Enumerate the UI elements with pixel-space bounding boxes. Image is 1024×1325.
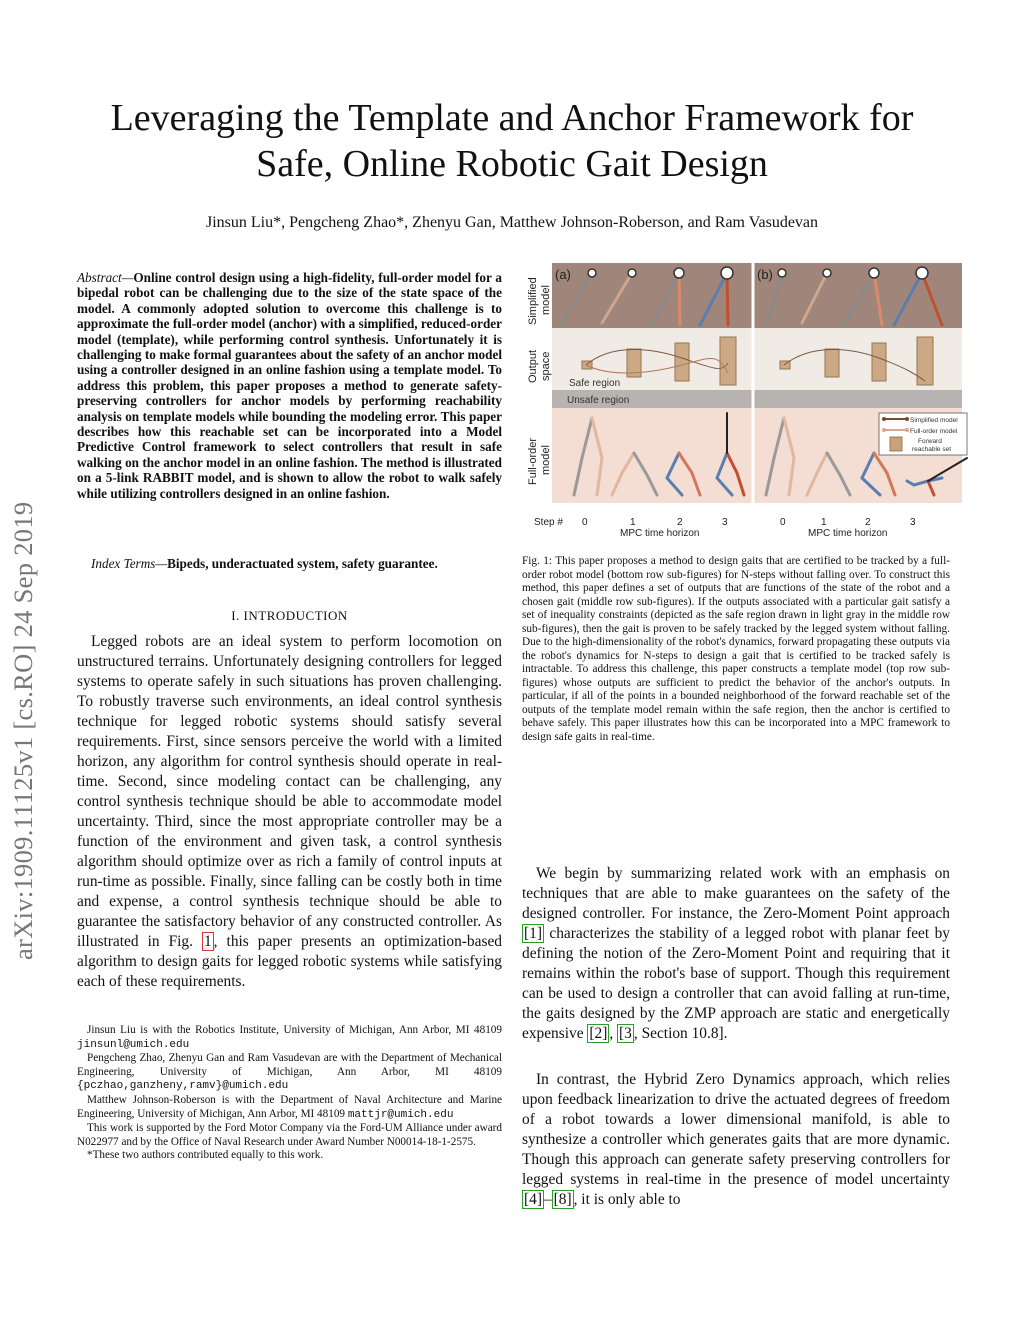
- title-line-2: Safe, Online Robotic Gait Design: [256, 143, 768, 185]
- email-liu: jinsunl@umich.edu: [77, 1038, 190, 1051]
- r1-text-c: , Section 10.8].: [633, 1025, 728, 1042]
- hip-joint: [916, 267, 928, 279]
- intro-text-b: , this paper presents an optimization-based algorithm to design gaits for legged robotic systems while satisfying each of these requirements.: [77, 933, 502, 990]
- footnote-zhao: [77, 1052, 502, 1094]
- hip-joint: [674, 268, 684, 278]
- abstract-lead: Abstract—: [77, 270, 134, 285]
- hip-joint: [778, 269, 786, 277]
- tick-3-a: 3: [722, 517, 728, 528]
- tick-2-b: 2: [865, 517, 871, 528]
- intro-text-a: Legged robots are an ideal system to perform locomotion on unstructured terrains. Unfortunately designing controllers for legged systems to operate safely in such situations has proven challenging. To robustly traverse such environments, an ideal control synthesis technique for legged robotic systems should satisfy several requirements. First, since sensors perceive the world with a limited horizon, any algorithm for control synthesis should operate in real-time. Second, since modeling contact can be challenging, any control synthesis technique should be able to accommodate model uncertainty. Third, since the most appropriate controller may be a function of the environment and given task, a control synthesis algorithm should optimize over as rich a family of control inputs at run-time as possible. Finally, since falling can be costly both in time and expense, a control synthesis technique should be able to guarantee the satisfactory behavior of any constructed controller. As illustrated in Fig.: [77, 633, 502, 950]
- footnotes: [77, 1024, 502, 1163]
- index-terms: [77, 556, 502, 571]
- legend-simplified: Simplified model: [910, 417, 958, 424]
- footnote-jr-text: Matthew Johnson-Roberson is with the Department of Naval Architecture and Marine Engineering, University of Michigan, Ann Arbor, MI 48109: [77, 1093, 502, 1120]
- row-label-space: space: [540, 351, 552, 381]
- index-terms-body: Bipeds, underactuated system, safety guarantee.: [167, 556, 438, 571]
- hip-joint: [869, 268, 879, 278]
- tick-0-b: 0: [780, 517, 786, 528]
- author-list: Jinsun Liu*, Pengcheng Zhao*, Zhenyu Gan, Matthew Johnson-Roberson, and Ram Vasudevan: [205, 214, 819, 231]
- citation-link[interactable]: [8]: [553, 1191, 572, 1208]
- citation-link[interactable]: [3: [619, 1025, 632, 1042]
- abstract: [77, 270, 502, 501]
- section-heading-introduction: I. INTRODUCTION: [231, 608, 348, 623]
- figure-reference-link[interactable]: 1: [203, 933, 212, 950]
- footnote-funding: This work is supported by the Ford Motor Company via the Ford-UM Alliance under award N022977 and by the Office of Naval Research under Award Number N00014-18-1-2575.: [77, 1122, 502, 1148]
- tick-3-b: 3: [910, 517, 916, 528]
- abstract-body: Online control design using a high-fidelity, full-order model for a bipedal robot can be challenging due to the size of the state space of the model. A commonly adopted solution to overcome this challenge is to approximate the full-order model (anchor) with a simplified, reduced-order model (template), while performing control synthesis. Unfortunately it is challenging to make formal guarantees about the safety of an anchor model using a controller designed in an online fashion using a template model. To address this problem, this paper proposes a method to generate safety-preserving controllers for anchor models by performing reachability analysis on template models while bounding the modeling error. This paper describes how this reachable set can be incorporated into a Model Predictive Control framework to select controllers that result in safe walking on the anchor model in an online fashion. The method is illustrated on a 5-link RABBIT model, and is shown to allow the robot to walk safely while utilizing controllers designed in an online fashion.: [77, 270, 502, 501]
- step-axis-label: Step #: [534, 517, 563, 528]
- figure-1: [522, 263, 972, 543]
- row-label-model-2: model: [540, 445, 552, 475]
- figure-1-caption: Fig. 1: This paper proposes a method to design gaits that are certified to be tracked by a full-order robot model (bottom row sub-figures) for N-steps without falling over. To construct this method, this paper defines a set of outputs that are functions of the state of the robot and a chosen gait (middle row sub-figures). If the outputs associated with a particular gait satisfy a set of inequality constraints (depicted as the safe region drawn in light gray in the middle row sub-figures), then the gait is proven to be safely tracked by the legged system without falling. Due to the high-dimensionality of the robot's dynamics, forward propagating these outputs via the robot's dynamics for N-steps to design a gait that is certified to be tracked safely is intractable. To address this challenge, this paper constructs a template model (top row sub-figures) whose outputs are sufficient to predict the behavior of the anchor's outputs. In particular, if all of the points in a bounded neighborhood of the forward reachable set of the outputs of the template model remain within the safe region, then the anchor is certified to behave safely. This paper illustrates how this can be incorporated into a MPC framework to design safe gaits in real-time.: [522, 555, 950, 743]
- unsafe-region-label: Unsafe region: [567, 395, 630, 406]
- hip-joint: [628, 269, 636, 277]
- arxiv-identifier: arXiv:1909.11125v1 [cs.RO] 24 Sep 2019: [8, 501, 38, 960]
- footnote-liu: [77, 1024, 502, 1052]
- tick-1-a: 1: [630, 517, 636, 528]
- citation-link[interactable]: [4]: [524, 1191, 542, 1208]
- title-line-1: Leveraging the Template and Anchor Framework for: [110, 97, 914, 139]
- footnote-zhao-text: Pengcheng Zhao, Zhenyu Gan and Ram Vasudevan are with the Department of Mechanical Engineering, University of Michigan, Ann Arbor, MI 48109: [77, 1052, 502, 1078]
- tick-0-a: 0: [582, 517, 588, 528]
- footnote-equal-contribution: *These two authors contributed equally to this work.: [87, 1149, 324, 1162]
- tick-2-a: 2: [677, 517, 683, 528]
- row-label-simplified: Simplified: [527, 277, 539, 325]
- legend-full-order: Full-order model: [910, 428, 958, 435]
- row-label-model-1: model: [540, 285, 552, 315]
- citation-link[interactable]: [1]: [524, 925, 542, 942]
- r2-text-a: In contrast, the Hybrid Zero Dynamics approach, which relies upon feedback linearization to drive the actuated degrees of freedom of a robot towards a lower dimensional manifold, is able to synthesize a controller which generates gaits that are more dynamic. Though this approach can generate safety preserving controllers for legged systems in real-time in the presence of model uncertainty: [522, 1071, 950, 1188]
- horizon-label-a: MPC time horizon: [620, 528, 700, 539]
- safe-region-label: Safe region: [569, 378, 621, 389]
- legend-reachable-set: reachable set: [912, 446, 952, 453]
- related-work-paragraph-1: [522, 864, 950, 1044]
- r2-dash: –: [543, 1191, 552, 1208]
- r1-sep: ,: [609, 1025, 618, 1042]
- legend-forward: Forward: [918, 438, 942, 445]
- r1-text-a: We begin by summarizing related work with an emphasis on techniques that are able to make guarantees on the safety of the designed controller. For instance, the Zero-Moment Point approach: [522, 865, 950, 922]
- citation-link[interactable]: [2]: [589, 1025, 608, 1042]
- row-label-output: Output: [527, 349, 539, 383]
- footnote-liu-text: Jinsun Liu is with the Robotics Institute, University of Michigan, Ann Arbor, MI 48109: [87, 1024, 502, 1036]
- panel-label-b: (b): [757, 267, 773, 282]
- hip-joint: [823, 269, 831, 277]
- tick-1-b: 1: [821, 517, 827, 528]
- hip-joint: [588, 269, 596, 277]
- horizon-label-b: MPC time horizon: [808, 528, 888, 539]
- email-zhao: {pczhao,ganzheny,ramv}@umich.edu: [77, 1080, 289, 1093]
- introduction-paragraph: [77, 632, 502, 992]
- hip-joint: [721, 267, 733, 279]
- related-work-paragraph-2: [522, 1070, 950, 1210]
- row-label-full-order: Full-order: [527, 437, 539, 485]
- r1-text-b: characterizes the stability of a legged robot with planar feet by defining the notion of the Zero-Moment Point and requiring that it remains within the robot's base of support. Though this requirement can be used to design a controller that can avoid falling at run-time, the gaits designed by the ZMP approach are static and energetically expensive: [522, 925, 950, 1042]
- r2-text-b: , it is only able to: [573, 1191, 681, 1208]
- panel-label-a: (a): [555, 267, 571, 282]
- figure-legend: [879, 413, 967, 455]
- footnote-johnson-roberson: [77, 1094, 502, 1122]
- paper-title: [40, 95, 984, 187]
- email-jr: mattjr@umich.edu: [347, 1108, 454, 1121]
- index-terms-lead: Index Terms—: [91, 556, 168, 571]
